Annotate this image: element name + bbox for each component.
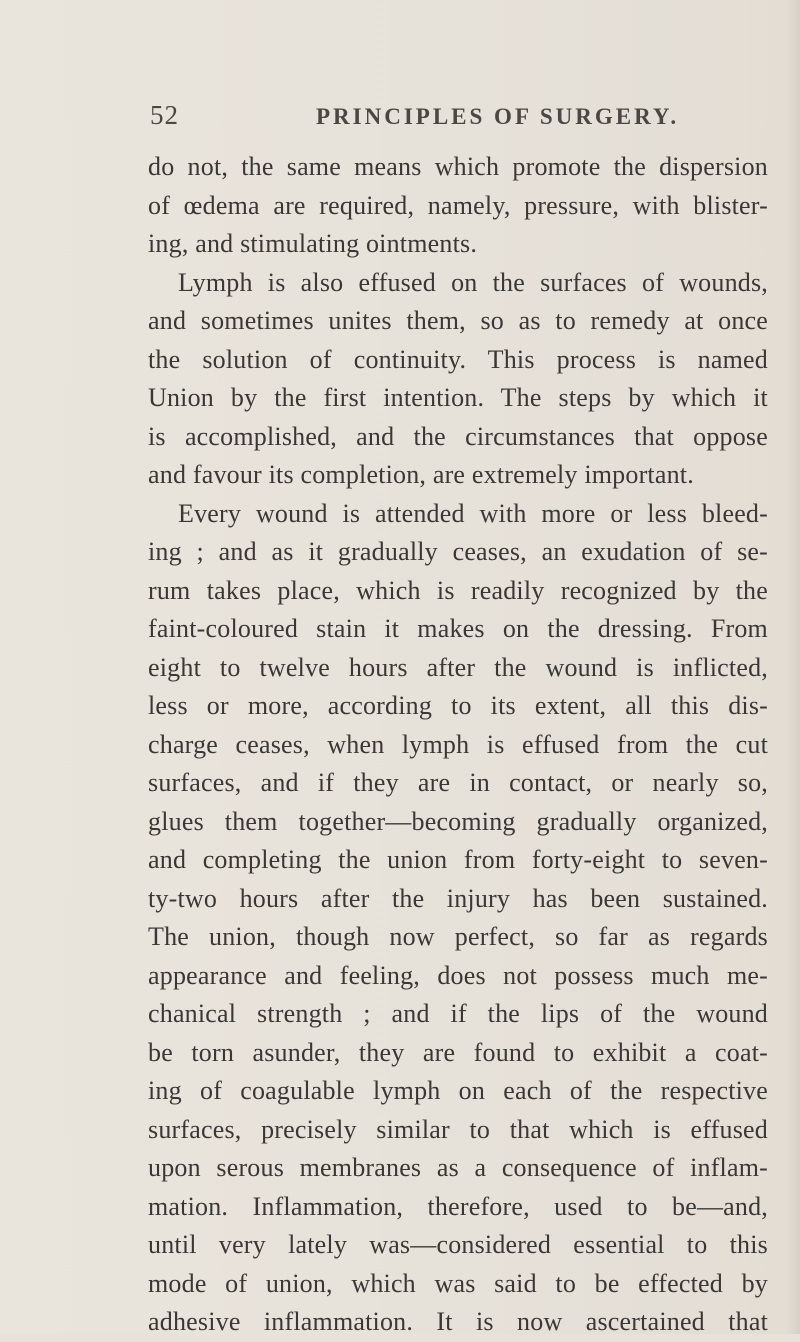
text-line: appearance and feeling, does not possess much me- [148, 960, 768, 990]
text-line: and completing the union from forty-eight to seven- [148, 845, 768, 874]
text-line: rum takes place, which is readily recognized by the [148, 575, 768, 605]
text-line: faint-coloured stain it makes on the dressing. From [148, 614, 768, 643]
text-line: and sometimes unites them, so as to remedy at once [148, 306, 768, 335]
page-edge-shadow [786, 0, 800, 1334]
text-line: less or more, according to its extent, all this dis- [148, 691, 768, 720]
text-line: the solution of continuity. This process is named [148, 344, 768, 374]
text-line: be torn asunder, they are found to exhibit a coat- [148, 1037, 768, 1067]
text-line: until very lately was—considered essential to this [148, 1230, 768, 1259]
text-line: Union by the first intention. The steps by which it [148, 383, 768, 412]
text-line: chanical strength ; and if the lips of the wound [148, 999, 768, 1028]
page-number: 52 [150, 100, 179, 130]
text-line: upon serous membranes as a consequence of inflam- [148, 1153, 768, 1182]
text-line: do not, the same means which promote the dispersion [148, 152, 768, 181]
text-line: is accomplished, and the circumstances that oppose [148, 421, 768, 451]
text-line: charge ceases, when lymph is effused from the cut [148, 729, 768, 759]
text-line: mode of union, which was said to be effected by [148, 1268, 768, 1298]
text-line: and favour its completion, are extremely important. [148, 460, 694, 489]
text-line: surfaces, precisely similar to that which is effused [148, 1114, 768, 1144]
text-line: ing of coagulable lymph on each of the respective [148, 1076, 768, 1105]
text-line: eight to twelve hours after the wound is inflicted, [148, 652, 768, 682]
text-line: ing, and stimulating ointments. [148, 229, 478, 258]
running-title: PRINCIPLES OF SURGERY. [316, 104, 680, 129]
text-line: Every wound is attended with more or less bleed- [178, 498, 768, 528]
text-line: surfaces, and if they are in contact, or nearly so, [148, 768, 768, 797]
text-line: of œdema are required, namely, pressure, with blister- [148, 190, 768, 220]
text-line: Lymph is also effused on the surfaces of wounds, [178, 267, 768, 297]
body-text [148, 148, 768, 1342]
text-line: glues them together—becoming gradually organized, [148, 806, 768, 836]
text-line: mation. Inflammation, therefore, used to be—and, [148, 1191, 768, 1221]
text-line: adhesive inflammation. It is now ascertained that [148, 1307, 768, 1336]
text-line: ty-two hours after the injury has been sustained. [148, 883, 768, 913]
running-head [148, 96, 773, 132]
text-line: The union, though now perfect, so far as regards [148, 922, 768, 951]
text-line: ing ; and as it gradually ceases, an exudation of se- [148, 537, 768, 566]
